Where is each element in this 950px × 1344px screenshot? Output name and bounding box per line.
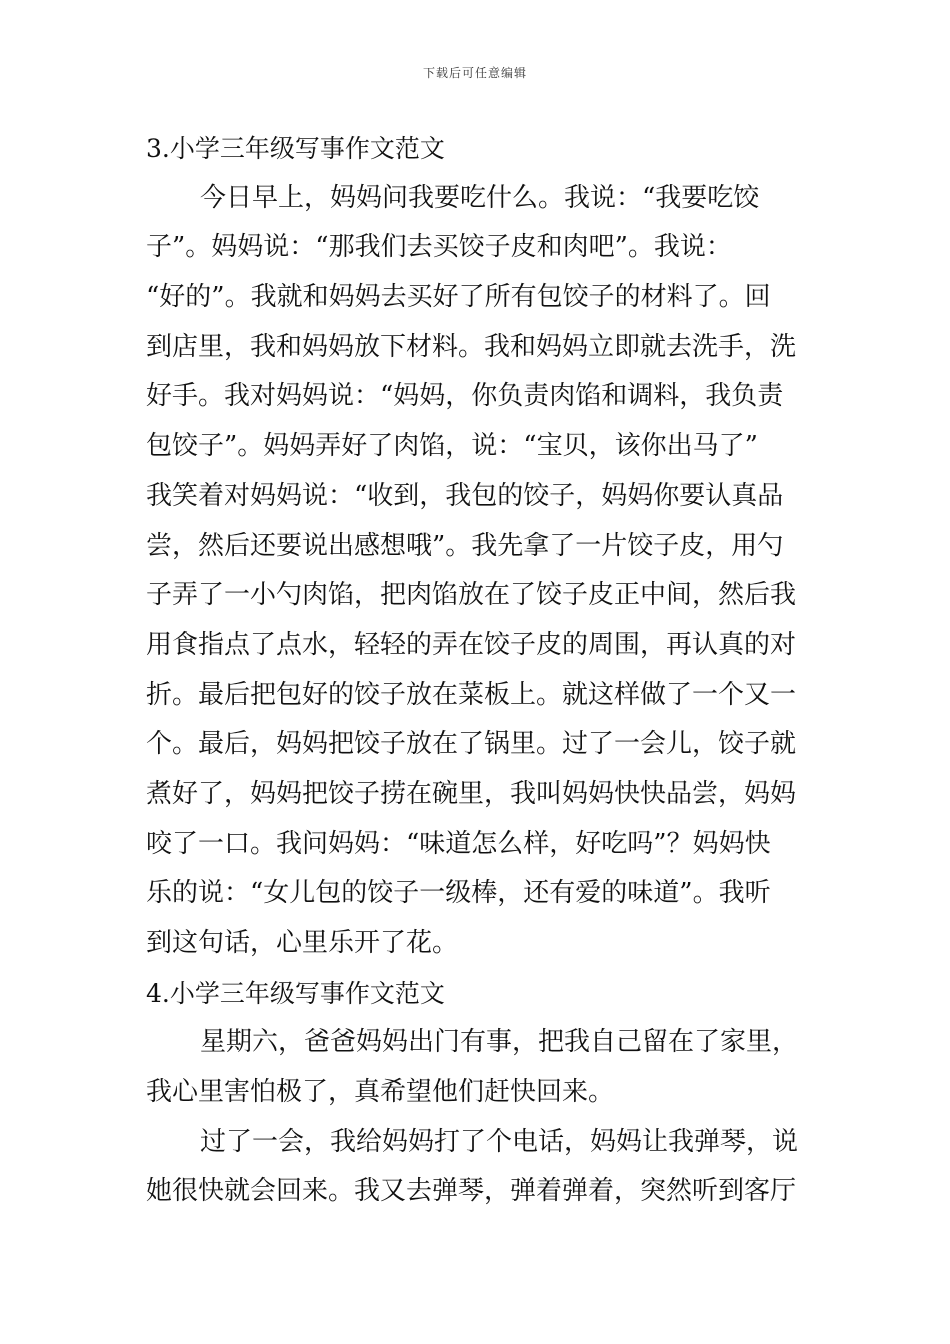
paragraph-line: 咬了一口。我问妈妈：“味道怎么样，好吃吗”？妈妈快 (146, 828, 771, 859)
paragraph-line: 过了一会，我给妈妈打了个电话，妈妈让我弹琴，说 (200, 1126, 799, 1157)
paragraph-line: 乐的说：“女儿包的饺子一级棒，还有爱的味道”。我听 (146, 878, 771, 909)
essay-heading-4: 4.小学三年级写事作文范文 (146, 978, 445, 1008)
paragraph-line: “好的”。我就和妈妈去买好了所有包饺子的材料了。回 (146, 282, 771, 313)
paragraph-line: 包饺子”。妈妈弄好了肉馅，说：“宝贝，该你出马了” (146, 431, 758, 462)
paragraph-line: 她很快就会回来。我又去弹琴，弹着弹着，突然听到客厅 (146, 1176, 797, 1207)
paragraph-line: 个。最后，妈妈把饺子放在了锅里。过了一会儿，饺子就 (146, 729, 797, 760)
page-header-note: 下载后可任意编辑 (422, 66, 527, 80)
paragraph-line: 用食指点了点水，轻轻的弄在饺子皮的周围，再认真的对 (146, 629, 797, 660)
paragraph-line: 到店里，我和妈妈放下材料。我和妈妈立即就去洗手，洗 (146, 331, 797, 362)
paragraph-line: 今日早上，妈妈问我要吃什么。我说：“我要吃饺 (200, 182, 760, 213)
paragraph-line: 子弄了一小勺肉馅，把肉馅放在了饺子皮正中间，然后我 (146, 580, 797, 611)
paragraph-line: 折。最后把包好的饺子放在菜板上。就这样做了一个又一 (146, 679, 797, 710)
paragraph-line: 尝，然后还要说出感想哦”。我先拿了一片饺子皮，用勺 (146, 530, 784, 561)
paragraph-line: 好手。我对妈妈说：“妈妈，你负责肉馅和调料，我负责 (146, 381, 784, 412)
paragraph-line: 我心里害怕极了，真希望他们赶快回来。 (146, 1077, 615, 1108)
paragraph-line: 煮好了，妈妈把饺子捞在碗里，我叫妈妈快快品尝，妈妈 (146, 778, 797, 809)
paragraph-line: 我笑着对妈妈说：“收到，我包的饺子，妈妈你要认真品 (146, 480, 784, 511)
paragraph-line: 到这句话，心里乐开了花。 (146, 928, 459, 958)
essay-heading-3: 3.小学三年级写事作文范文 (146, 134, 445, 163)
document-body (146, 124, 810, 1217)
paragraph-line: 子”。妈妈说：“那我们去买饺子皮和肉吧”。我说： (146, 232, 732, 263)
paragraph-line: 星期六，爸爸妈妈出门有事，把我自己留在了家里， (200, 1027, 799, 1058)
